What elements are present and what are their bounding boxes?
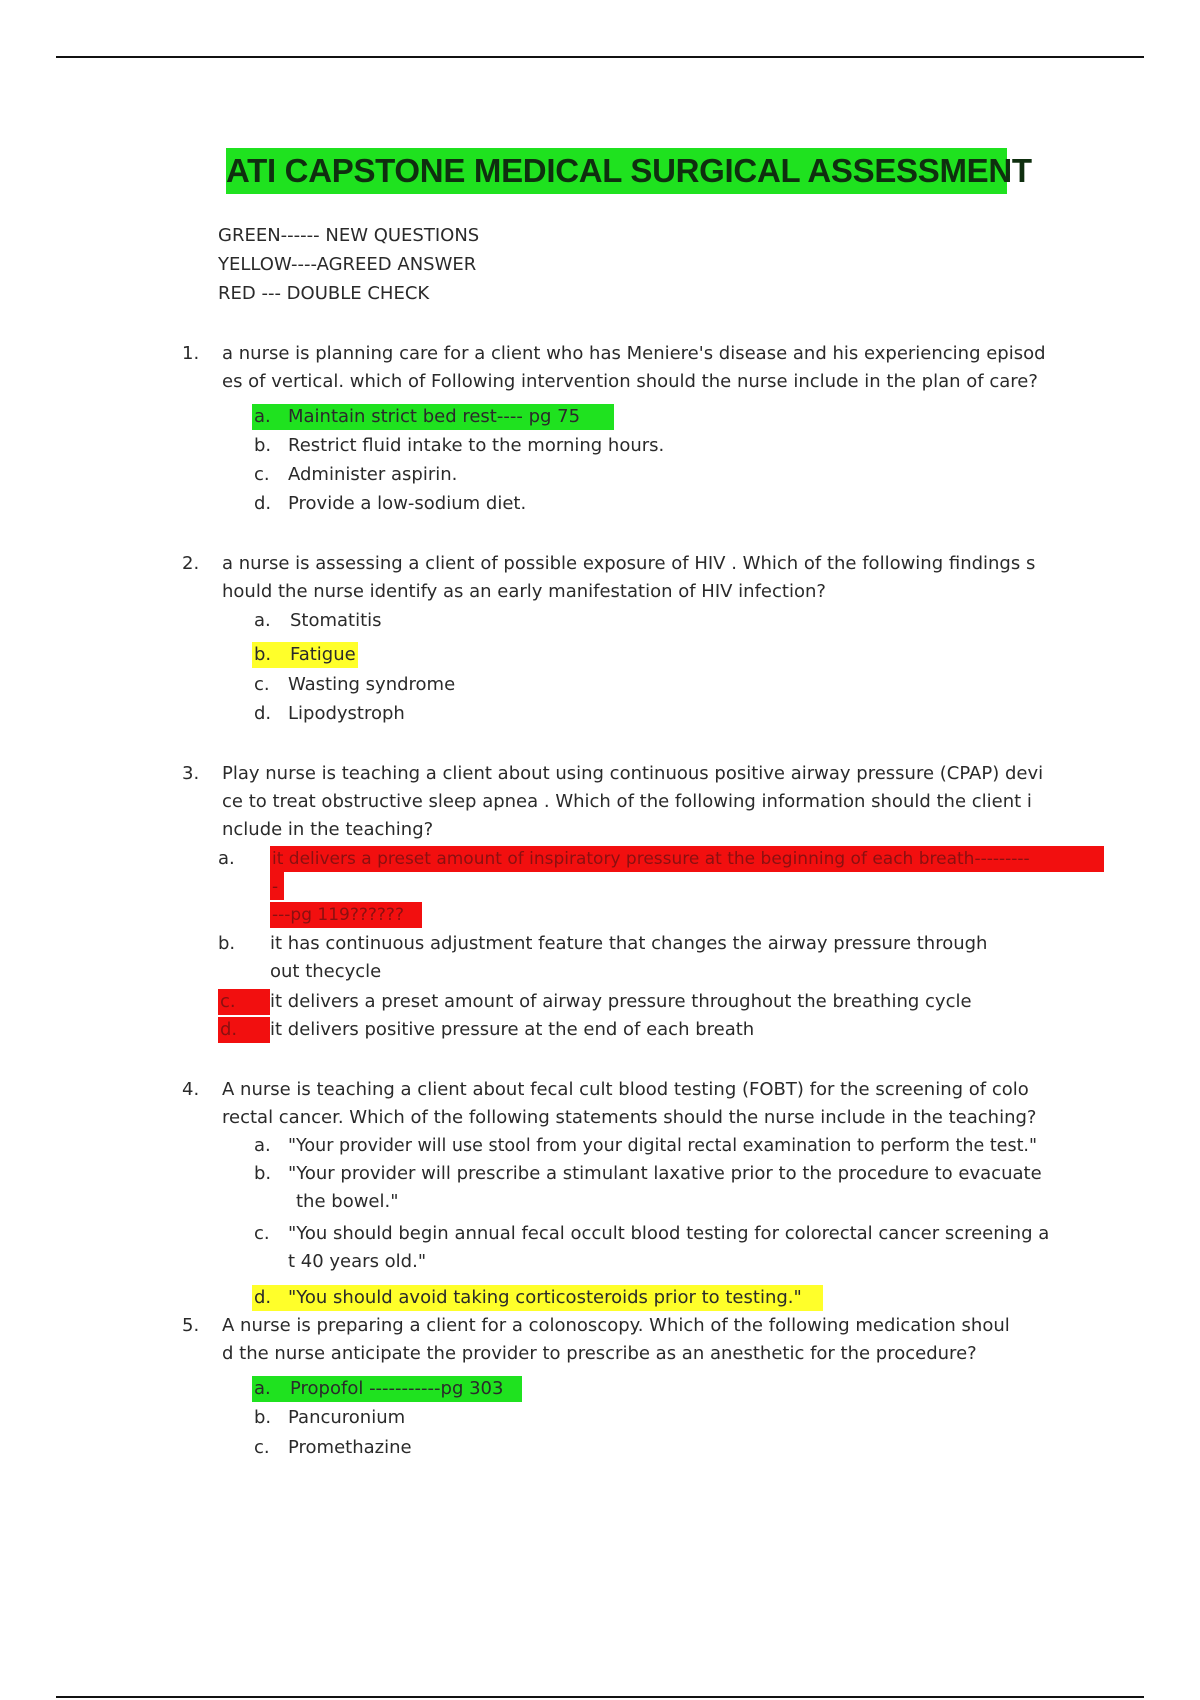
option-letter: a. xyxy=(254,406,271,427)
option-letter: a. xyxy=(254,1135,271,1156)
option-letter: d. xyxy=(254,493,272,514)
option-letter: b. xyxy=(254,644,272,665)
question-text-line: d the nurse anticipate the provider to prescribe as an anesthetic for the procedure? xyxy=(222,1343,977,1364)
option-text: it delivers positive pressure at the end of each breath xyxy=(270,1019,755,1040)
question-text-line: nclude in the teaching? xyxy=(222,819,434,840)
option-text-line: it has continuous adjustment feature that changes the airway pressure through xyxy=(270,933,988,954)
option-letter: d. xyxy=(254,703,272,724)
option-d-agreed xyxy=(252,1285,823,1311)
option-text: "You should avoid taking corticosteroids prior to testing." xyxy=(288,1287,802,1308)
question-number: 2. xyxy=(182,553,200,574)
bottom-rule xyxy=(56,1696,1144,1698)
question-text-line: a nurse is planning care for a client who has Meniere's disease and his experiencing episod xyxy=(222,343,1046,364)
option-text-line: the bowel." xyxy=(296,1191,399,1212)
option-text: Administer aspirin. xyxy=(288,464,458,485)
option-text: Restrict fluid intake to the morning hours. xyxy=(288,435,665,456)
option-text-line: out thecycle xyxy=(270,961,382,982)
question-number: 5. xyxy=(182,1315,200,1336)
option-a-correct xyxy=(252,1376,522,1402)
option-letter: b. xyxy=(218,933,236,954)
option-letter: b. xyxy=(254,435,272,456)
option-text: Provide a low-sodium diet. xyxy=(288,493,527,514)
question-number: 4. xyxy=(182,1079,200,1100)
option-text: Stomatitis xyxy=(290,610,382,631)
option-text: Promethazine xyxy=(288,1437,412,1458)
option-letter: a. xyxy=(254,1378,271,1399)
legend-green: GREEN------ NEW QUESTIONS xyxy=(218,225,480,246)
question-text-line: Play nurse is teaching a client about using continuous positive airway pressure (CPAP) devi xyxy=(222,763,1044,784)
option-letter: a. xyxy=(254,610,271,631)
legend-red: RED --- DOUBLE CHECK xyxy=(218,283,430,304)
question-text-line: A nurse is teaching a client about fecal cult blood testing (FOBT) for the screening of colo xyxy=(222,1079,1029,1100)
top-rule xyxy=(56,56,1144,58)
question-text-line: A nurse is preparing a client for a colonoscopy. Which of the following medication shoul xyxy=(222,1315,1010,1336)
question-text-line: a nurse is assessing a client of possible exposure of HIV . Which of the following findings s xyxy=(222,553,1036,574)
option-text-line: it delivers a preset amount of inspiratory pressure at the beginning of each breath--------- xyxy=(272,849,1030,869)
option-letter: a. xyxy=(218,848,235,869)
option-letter: c. xyxy=(254,1223,270,1244)
option-text: Fatigue xyxy=(290,644,356,665)
option-letter: b. xyxy=(254,1163,272,1184)
option-b-agreed xyxy=(252,642,358,668)
option-text: Pancuronium xyxy=(288,1407,406,1428)
question-text-line: ce to treat obstructive sleep apnea . Which of the following information should the client i xyxy=(222,791,1032,812)
question-text-line: rectal cancer. Which of the following statements should the nurse include in the teaching? xyxy=(222,1107,1037,1128)
option-letter: c. xyxy=(254,464,270,485)
option-text: Propofol -----------pg 303 xyxy=(290,1378,504,1399)
option-text: it delivers a preset amount of airway pressure throughout the breathing cycle xyxy=(270,991,972,1012)
option-text-line: t 40 years old." xyxy=(288,1251,427,1272)
option-a-correct xyxy=(252,404,614,430)
option-text: Wasting syndrome xyxy=(288,674,456,695)
option-text-line: ---pg 119?????? xyxy=(272,905,404,925)
option-text-line: - xyxy=(272,877,279,897)
question-text-line: es of vertical. which of Following intervention should the nurse include in the plan of care? xyxy=(222,371,1038,392)
question-text-line: hould the nurse identify as an early manifestation of HIV infection? xyxy=(222,581,826,602)
option-letter: d. xyxy=(254,1287,272,1308)
option-text: Maintain strict bed rest---- pg 75 xyxy=(288,406,581,427)
option-text: "Your provider will use stool from your digital rectal examination to perform the test." xyxy=(288,1136,1038,1156)
question-number: 1. xyxy=(182,343,200,364)
option-letter: d. xyxy=(220,1019,238,1040)
option-text: Lipodystroph xyxy=(288,703,405,724)
legend-yellow: YELLOW----AGREED ANSWER xyxy=(218,254,477,275)
document-title: ATI CAPSTONE MEDICAL SURGICAL ASSESSMENT xyxy=(226,148,1007,194)
option-text-line: "Your provider will prescribe a stimulant laxative prior to the procedure to evacuate xyxy=(288,1163,1042,1184)
option-letter: b. xyxy=(254,1407,272,1428)
option-letter: c. xyxy=(254,674,270,695)
option-text-line: "You should begin annual fecal occult blood testing for colorectal cancer screening a xyxy=(288,1223,1050,1244)
option-letter: c. xyxy=(254,1437,270,1458)
option-letter: c. xyxy=(220,991,236,1012)
question-number: 3. xyxy=(182,763,200,784)
